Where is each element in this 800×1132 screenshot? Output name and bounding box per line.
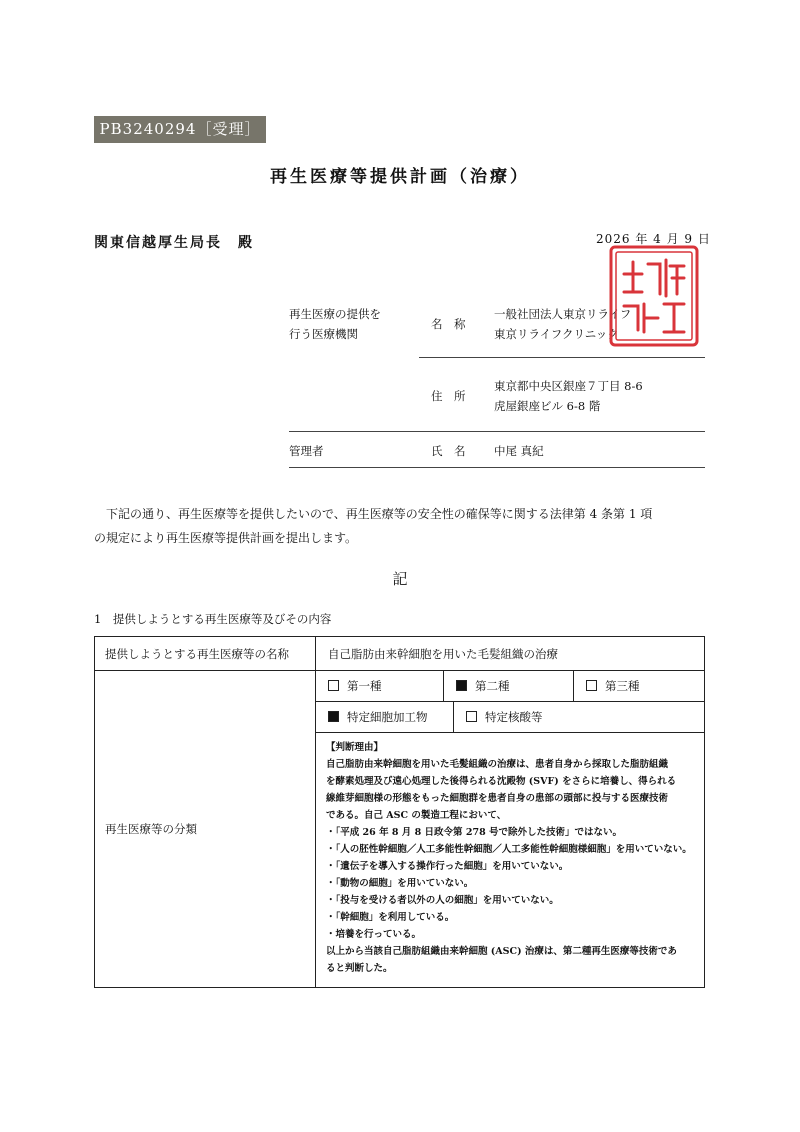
manager-label: 管理者 [289,444,324,458]
checkbox-icon[interactable] [328,680,339,691]
submission-date: 2026 年 4 月 9 日 [596,232,711,246]
section-1-heading: 1 提供しようとする再生医療等及びその内容 [94,612,332,626]
official-seal [608,244,700,348]
reason-line: ると判断した。 [326,963,393,974]
reason-line: 以上から当該自己脂肪組織由来幹細胞 (ASC) 治療は、第二種再生医療等技術であ [326,946,677,957]
address-label: 住 所 [431,389,466,403]
name-row-label: 提供しようとする再生医療等の名称 [95,637,316,671]
applicant-label: 再生医療の提供を 行う医療機関 [289,307,381,341]
reason-line: ・「投与を受ける者以外の人の細胞」を用いていない。 [326,895,559,906]
judgment-reason [316,733,705,988]
class-option-3[interactable]: 第三種 [573,671,704,702]
checkbox-icon[interactable] [328,711,339,722]
checkbox-icon[interactable] [466,711,477,722]
submission-statement: 下記の通り、再生医療等を提供したいので、再生医療等の安全性の確保等に関する法律第 4 条第 1 項 の規定により再生医療等提供計画を提出します。 [94,507,653,545]
reason-line: ・「人の胚性幹細胞／人工多能性幹細胞／人工多能性幹細胞様細胞」を用いていない。 [326,844,692,855]
reason-line: 線維芽細胞様の形態をもった細胞群を患者自身の患部の頭部に投与する医療技術 [326,793,669,804]
institution-name: 一般社団法人東京リライフ 東京リライフクリニック [494,307,632,341]
type-option-2[interactable]: 特定核酸等 [453,702,704,733]
reason-line: である。自己 ASC の製造工程において、 [326,810,507,821]
reason-title: 【判断理由】 [326,742,384,753]
plan-table [94,636,705,988]
treatment-name: 自己脂肪由来幹細胞を用いた毛髪組織の治療 [316,637,705,671]
name-label: 名 称 [431,317,466,331]
classification-label: 再生医療等の分類 [95,671,316,988]
checkbox-icon[interactable] [456,680,467,691]
reason-line: ・培養を行っている。 [326,929,422,940]
ki-heading: 記 [392,570,408,588]
reason-line: ・「動物の細胞」を用いていない。 [326,878,474,889]
class-option-1[interactable]: 第一種 [316,671,444,702]
checkbox-icon[interactable] [586,680,597,691]
reason-line: ・「平成 26 年 8 月 8 日政令第 278 号で除外した技術」ではない。 [326,827,622,838]
reason-line: 自己脂肪由来幹細胞を用いた毛髪組織の治療は、患者自身から採取した脂肪組織 [326,759,669,770]
receipt-badge: PB3240294［受理］ [94,116,266,143]
reason-line: ・「遺伝子を導入する操作行った細胞」を用いていない。 [326,861,569,872]
person-label: 氏 名 [431,444,466,458]
institution-address: 東京都中央区銀座７丁目 8-6 虎屋銀座ビル 6-8 階 [494,379,643,413]
document-title: 再生医療等提供計画（治療） [270,167,530,187]
addressee: 関東信越厚生局長 殿 [94,235,254,251]
reason-line: を酵素処理及び遠心処理した後得られる沈殿物 (SVF) をさらに培養し、得られる [326,776,677,787]
class-option-2[interactable]: 第二種 [443,671,573,702]
type-option-1[interactable]: 特定細胞加工物 [316,702,454,733]
manager-name: 中尾 真紀 [494,444,544,458]
divider [289,431,705,432]
divider [419,357,705,358]
divider [289,467,705,468]
reason-line: ・「幹細胞」を利用している。 [326,912,455,923]
